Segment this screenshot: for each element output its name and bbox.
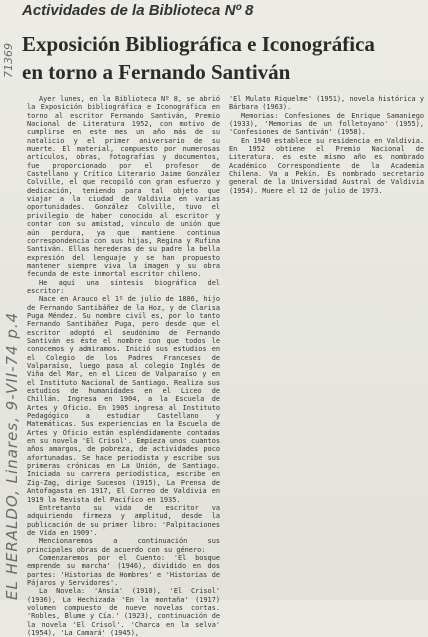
paragraph-novels-continued: 'El Mulato Riquelme' (1951), novela histórica y Bárbara (1963).: [229, 95, 424, 112]
article-column-right: [229, 95, 424, 195]
paragraph-intro: Ayer lunes, en la Biblioteca Nº 8, se abrió la Exposición bibliográfica e Iconográfica en torno al escritor Fernando Santiván, Premio Nacional de Literatura 1952, con motivo de cumplirse en este mes un año más de su natalicio y el primer aniversario de su muerte. El material, compuesto por numerosas artículos, obras, fotografías y documentos, fue proporcionado por el profesor de Castellano y Crítico Literario Jaime González Colville, el que recopiló con gran esfuerzo y dedicación, teniendo para tal objeto que viajar a la ciudad de Valdivia en varias oportunidades. González Colville, tuvo el privilegio de haber conocido al escritor y contar con su amistad, vínculo de unión que aún perdura, ya que mantiene continua correspondencia con sus hijas, Regina y Rufina Santiván. Ellas herederas de su padre la bella expresión del lenguaje y se han propuesto mantener siempre viva la imagen y su obra fecunda de este inmortal escritor chileno.: [27, 95, 220, 279]
paragraph-memoirs: Memorias: Confesiones de Enrique Samaniego (1933), 'Memorias de un folletoyano' (1955), 'Confesiones de Santiván' (1958).: [229, 111, 424, 137]
article-column-left: [27, 95, 220, 637]
paragraph-stories: Comenzaremos por el Cuento: 'El bosque emprende su marcha' (1946), dividido en dos partes: 'Historias de Hombres' e 'Historias de Pájaros y Servidores'.: [27, 553, 220, 587]
paragraph-biography: Nace en Arauco el 1º de julio de 1886, hijo de Fernando Santibáñez de la Hoz, y de Clarisa Puga Méndez. Su nombre civil es, por lo tanto Fernando Santibáñez Puga, pero desde que el escritor adoptó el seudónimo de Fernando Santiván es éste el nombre con que todos le conocemos y admiramos. Inició sus estudios en el Colegio de los Padres Franceses de Valparaíso, luego pasa al colegio Inglés de Viña del Mar, en el Liceo de Valparaíso y en el Instituto Nacional de Santiago. Realiza sus estudios de humanidades en el Liceo de Chillán. Ingresa en 1904, a la Escuela de Artes y Oficio. En 1905 ingresa al Instituto Pedagógico a estudiar Castellano y Matemáticas. Sus experiencias en la Escuela de Artes y Oficio están espléndidamente contadas en su novela 'El Crisol'. Empieza unos cuantos años amargos, de pobreza, de actividades poco afortunadas. Se hace periodista y escribe sus primeras crónicas en La Unión, de Santiago. Iniciada su carrera periodística, escribe en Zig-Zag, dirige Sucesos (1915), La Prensa de Antofagasta en 1917, El Correo de Valdivia en 1919 la Revista del Pacífico en 1935.: [27, 295, 220, 504]
headline-line-2: en torno a Fernando Santiván: [22, 60, 291, 84]
handwritten-reference-number: 71369: [2, 43, 15, 78]
section-kicker: Actividades de la Biblioteca Nº 8: [22, 2, 254, 19]
paragraph-works-lead: Mencionaremos a continuación sus principales obras de acuerdo con su género:: [27, 537, 220, 554]
paragraph-later-life: En 1940 establece su residencia en Valdivia. En 1952 obtiene el Premio Nacional de Literatura. es este mismo año es nombrado Académico Correspondiente de la Academia Chilena. Va a Pekín. Es nombrado secretario general de la Universidad Austral de Valdivia (1954). Muere el 12 de julio de 1973.: [229, 136, 424, 195]
handwritten-source-note: EL HERALDO, Linares, 9-VII-74 p.4: [3, 311, 21, 600]
paragraph-synthesis-lead: He aquí una síntesis biográfica del escritor:: [27, 278, 220, 295]
headline-line-1: Exposición Bibliográfica e Iconográfica: [22, 32, 375, 56]
paragraph-first-book: Entretanto su vida de escritor va adquiriendo firmeza y amplitud, desde la publicación de su primer libro: 'Palpitaciones de Vida en 1909'.: [27, 503, 220, 537]
paragraph-novels: La Novela: 'Ansia' (1910), 'El Crisol' (1936), La Hechizada 'En la montaña' (1917) volumen compuesto de nueve novelas cortas. 'Robles, Blume y Cía.' (1923), continuación de la novela 'El Crisol'. 'Charca en la selva' (1954), 'La Camará' (1945),: [27, 587, 220, 637]
